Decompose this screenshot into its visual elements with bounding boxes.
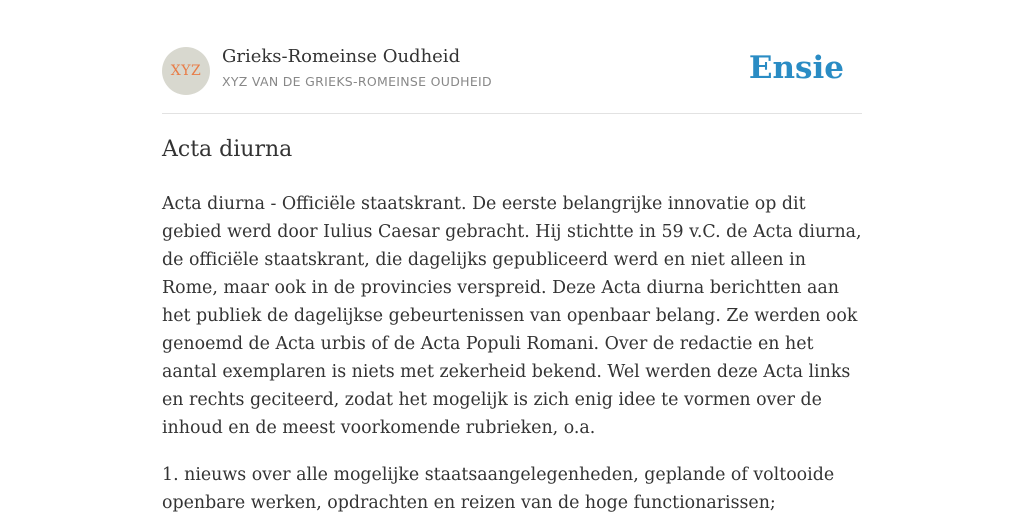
article-paragraph-list-item: 1. nieuws over alle mogelijke staatsaangelegenheden, geplande of voltooide openbare werken, opdrachten en reizen van de hoge functionarissen; bbox=[162, 465, 835, 513]
header bbox=[162, 40, 862, 114]
article-paragraph: Acta diurna - Officiële staatskrant. De eerste belangrijke innovatie op dit gebied werd door Iulius Caesar gebracht. Hij stichtte in 59 v.C. de Acta diurna, de officiële staatskrant, die dagelijks gepubliceerd werd en niet alleen in Rome, maar ook in de provincies verspreid. Deze Acta diurna berichtten aan het publiek de dagelijkse gebeurtenissen van openbaar belang. Ze werden ook genoemd de Acta urbis of de Acta Populi Romani. Over de redactie en het aantal exemplaren is niets met zekerheid bekend. Wel werden deze Acta links en rechts geciteerd, zodat het mogelijk is zich enig idee te vormen over de inhoud en de meest voorkomende rubrieken, o.a. bbox=[162, 194, 862, 438]
group-avatar[interactable] bbox=[162, 47, 210, 95]
ensie-logo[interactable]: Ensie bbox=[748, 50, 844, 86]
group-subtitle: XYZ VAN DE GRIEKS-ROMEINSE OUDHEID bbox=[222, 74, 492, 89]
avatar-text: XYZ bbox=[170, 63, 202, 79]
article-title: Acta diurna bbox=[162, 137, 293, 162]
group-name-link[interactable]: Grieks-Romeinse Oudheid bbox=[222, 46, 461, 67]
